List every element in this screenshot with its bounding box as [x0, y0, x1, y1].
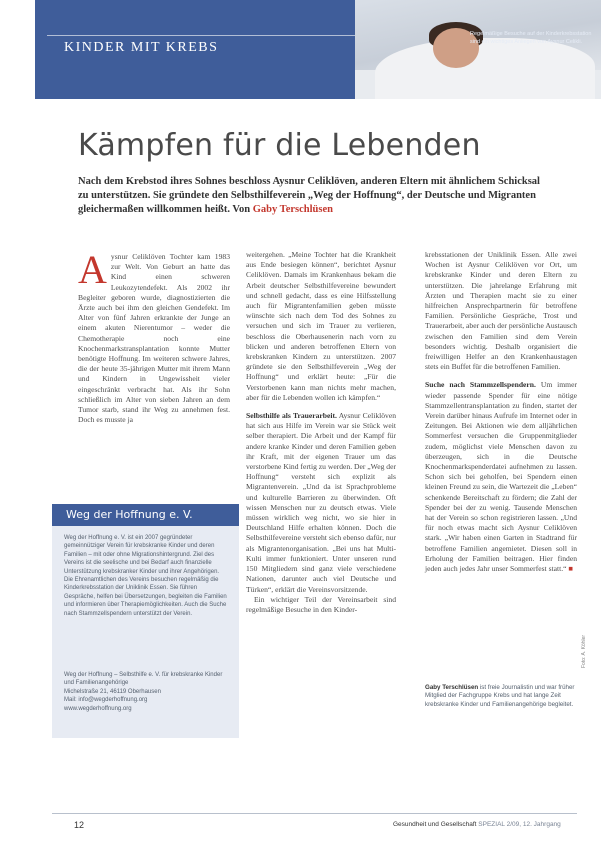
- article-column-1: [78, 247, 230, 425]
- contact-organization: Weg der Hoffnung – Selbsthilfe e. V. für krebskranke Kinder und Familienangehörige: [64, 672, 223, 687]
- col2-paragraph-3: Ein wichtiger Teil der Vereinsarbeit sind regelmäßige Besuche in den Kinder-: [246, 594, 396, 614]
- photo-credit: Foto: A. Köhler: [581, 634, 587, 668]
- drop-cap: A: [78, 247, 107, 292]
- hospital-child-photo: [355, 0, 601, 99]
- bio-text: ist freie Journalistin und war früher Mitglied der Fachgruppe Krebs und hat lange Zeit krebskranke Kinder und Familienangehörige begleitet.: [425, 684, 575, 708]
- footer-rule: [52, 813, 577, 814]
- col3-paragraph-2: Um immer wieder passende Spender für eine nötige Stammzellentransplantation zu finden, startet der Verein darüber hinaus Aufrufe im Internet oder in Zeitungen. Bei Aktionen wie dem alljährlichen Sommerfest versuchen die Gruppenmitglieder zudem, möglichst viele Menschen davon zu überzeugen, sich in die Deutsche Knochenmarkspenderdatei aufnehmen zu lassen. Schon sich bei geholfen, bei Spendern einen kleinen Freund zu sein, die Wartezeit die „Leben“ schenkende Bereitschaft zu fördern; die Zahl der Spender bei der zu wenig. Tausende Menschen hat der Verein so schon registrieren lassen. „Und für noch etwas macht sich Aysnur Celiklöven stark. „Wir haben einen Garten in Stadtrand für betroffene Familien angemietet. Diesen soll in Erholung der Familien beitragen. Hier finden jeden auch jedes Jahr unser Sommerfest statt.“: [425, 380, 577, 574]
- contact-street: Michelstraße 21, 46119 Oberhausen: [64, 688, 161, 695]
- author-bio: [425, 684, 577, 709]
- publication-name: Gesundheit und Gesellschaft: [393, 821, 477, 828]
- photo-caption: Regelmäßige Besuche auf der Kinderkrebsstation sind ein wichtiges Anliegen von Aysnur Celikli.: [470, 31, 592, 45]
- footer-publication: [393, 821, 561, 828]
- col2-paragraph-2: Aysnur Celiklöven hat sich aus Hilfe im Verein war sie Stück weit selber therapiert. Die Arbeit und der Kampf für andere kranke Kinder und deren Familien geben ihr Kraft, mit der eigenen Trauer um das verstorbene Kind fertig zu werden. Der „Weg der Hoffnung“ versteht sich explizit als Migrantenverein. „Und da ist Sprachprobleme und kulturelle Barrieren zu überwinden. Oft wissen Menschen nur zu deutsch etwas. Viele müssen wirklich weg nicht, wo sie hier in Deutschland Hilfe erhalten können. Doch die Selbsthilfevereine versteht sich ebenso dafür, nur als Migrantenorganisation. „Bei uns hat Multi-Kulti immer funktioniert. Unter unseren rund 150 Mitgliedern sind ganz viele verschiedene Nationen, darunter auch viel Deutsche und Türken“, erklärt die Vereinsvorsitzende.: [246, 411, 396, 594]
- page-number: 12: [74, 820, 85, 830]
- photo-pillow-shape: [375, 38, 595, 99]
- subhead-trauerarbeit: Selbsthilfe als Trauerarbeit.: [246, 411, 337, 421]
- col3-paragraph-1: krebsstationen der Uniklinik Essen. Alle zwei Wochen ist Aysnur Celiklöven vor Ort, um krebskranke Kinder und deren Eltern zu unterstützen. Die jahrelange Erfahrung mit Ärzten und Therapien macht sie zu einer hilfreichen Ansprechpartnerin für betroffene Familien. Persönliche Gespräche, Trost und Trauerarbeit, aber auch der persönliche Austausch zwischen den Familien sind dem Verein besonders wichtig. Deshalb organisiert die freiwilligen Helfer an den Krankenhaustagen stets ein Buffet für die betroffenen Familien.: [425, 250, 577, 372]
- info-box-contact: [64, 671, 228, 713]
- article-column-2: [246, 250, 396, 615]
- lead-text: Nach dem Krebstod ihres Sohnes beschloss Aysnur Celiklöven, anderen Eltern mit ähnlichem Schicksal zu unterstützen. Sie gründete den Selbsthilfeverein „Weg der Hoffnung“, der Deutsche und Migranten gleichermaßen willkommen heißt. Von: [78, 176, 540, 215]
- end-mark: ■: [568, 564, 573, 574]
- col1-text: ysnur Celiklöven Tochter kam 1983 zur Welt. Von Geburt an hatte das Kind einen schweren Leukozytendefekt. Als 2002 ihr Begleiter geboren wurde, diagnostizierten die Ärzte auch bei ihm den gleichen Gendefekt. Im Alter von fünf Jahren erkrankte der Junge an einem akuten Nierentumor – weder die Chemotherapie noch eine Knochenmarkstransplantation konnte Mutter benötigte Hoffnung. Im weiteren schwere Jahres, die der heute 35-jährigen Mutter mit ihrem Mann und Kindern in Ungewissheit vieler eingeschränkt verbracht hat. Als ihr Sohn schließlich im Alter von sieben Jahren an dem Tumor starb, stand ihr Weg zu annehmen fest. Doch es musste ja: [78, 252, 230, 425]
- contact-website[interactable]: www.wegderhoffnung.org: [64, 705, 132, 712]
- contact-mail[interactable]: Mail: info@wegderhoffnung.org: [64, 697, 148, 704]
- info-box-body: Weg der Hoffnung e. V. ist ein 2007 gegründeter gemeinnütziger Verein für krebskranke Kinder und deren Familien – mit oder ohne Migrationshintergrund. Ziel des Vereins ist die seelische und bei Bedarf auch finanzielle Unterstützung krebskranker Kinder und ihrer Angehörigen. Die Ehrenamtlichen des Vereins besuchen regelmäßig die Kinderkrebsstation der Uniklinik Essen. Sie führen Gespräche, helfen bei Übersetzungen, begleiten die Familien und informieren über Therapiemöglichkeiten. Auch die Suche nach Stammzellspendern unterstützt der Verein.: [64, 535, 227, 617]
- info-box-title: Weg der Hoffnung e. V.: [66, 508, 193, 521]
- bio-name: Gaby Terschlüsen: [425, 684, 479, 691]
- col2-paragraph-1: weitergehen. „Meine Tochter hat die Krankheit aus Ende besiegen können“, berichtet Aysnur Celiklöven. Damals im Krankenhaus bekam die Arbeit deutscher Selbsthilfevereine bewundert und schnell gedacht, dass es eine Hilfsstellung auch für Migrantenfamilien geben müsste wünschte sich nach dem Tod des Sohnes zu versuchen und sich im Trauer zu verlieren, beschloss die Oberhausenerin nach vorn zu blicken und anderen betroffenen Eltern von krebskranken Kindern zu unterstützen. 2007 gründete sie den Selbsthilfeverein „Weg der Hoffnung“ und erklärt heute: „Für die Verstorbenen kann man nichts mehr machen, aber für die Lebenden wollen ich kämpfen.“: [246, 250, 396, 402]
- article-column-3: [425, 250, 577, 574]
- article-headline: Kämpfen für die Lebenden: [78, 128, 481, 163]
- article-lead: [78, 175, 548, 217]
- publication-issue: SPEZIAL 2/09, 12. Jahrgang: [478, 821, 561, 828]
- section-label: KINDER MIT KREBS: [64, 40, 219, 55]
- info-box: [52, 504, 239, 738]
- subhead-stammzellspender: Suche nach Stammzellspendern.: [425, 380, 536, 390]
- author-name: Gaby Terschlüsen: [252, 204, 333, 215]
